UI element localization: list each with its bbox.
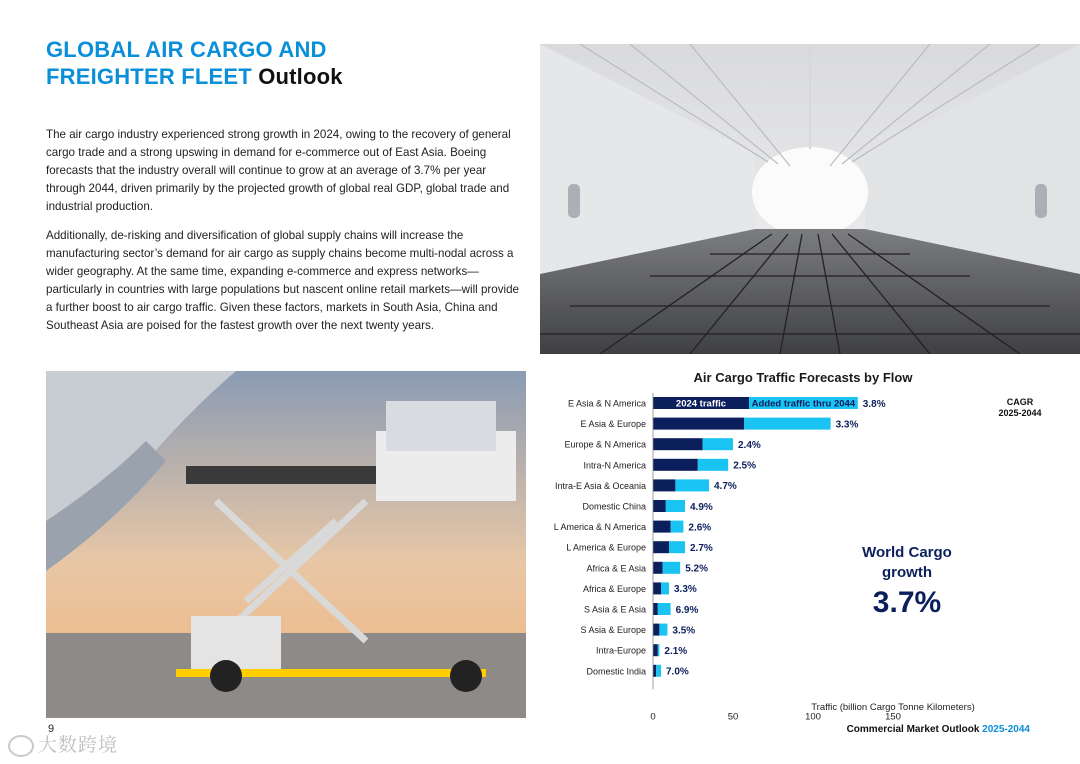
air-cargo-traffic-chart	[530, 362, 1080, 722]
watermark	[8, 730, 118, 757]
bar-2024-traffic	[653, 562, 663, 574]
cagr-label: 3.3%	[835, 419, 859, 431]
category-label: Europe & N America	[564, 439, 646, 450]
bar-added-traffic	[671, 521, 684, 533]
supply-chain-paragraph: Additionally, de-risking and diversification of global supply chains will increase the manufacturing sector’s demand for air cargo as supply chains become multi-nodal across a wider geography. At the same time, expanding e-commerce and express networks—particularly in countries with large populations but nascent online retail markets—will provide a further boost to air cargo traffic. Given these factors, markets in South Asia, China and Southeast Asia are poised for the fastest growth over the next twenty years.	[46, 229, 520, 332]
category-label: S Asia & E Asia	[583, 604, 646, 615]
world-cargo-label-2: growth	[882, 564, 932, 581]
category-label: Intra-Europe	[595, 645, 646, 656]
bar-2024-traffic	[653, 603, 658, 615]
x-tick-label: 50	[727, 711, 739, 722]
category-label: E Asia & N America	[567, 398, 646, 409]
category-label: S Asia & Europe	[580, 625, 646, 636]
title-line-2: FREIGHTER FLEET	[46, 64, 252, 89]
cagr-label: 5.2%	[685, 563, 708, 575]
category-label: Domestic India	[586, 666, 646, 677]
cargo-hold-photo	[540, 44, 1080, 354]
cagr-label: 7.0%	[666, 666, 689, 678]
title-suffix: Outlook	[258, 64, 343, 89]
world-cargo-growth-value: 3.7%	[872, 586, 942, 619]
category-label: Domestic China	[582, 501, 646, 512]
bar-added-traffic	[744, 418, 830, 430]
page-title	[46, 36, 343, 90]
bar-2024-traffic	[653, 644, 658, 656]
publication-years: 2025-2044	[982, 724, 1030, 735]
cagr-label: 4.7%	[714, 481, 737, 493]
bar-2024-traffic	[653, 459, 698, 471]
bar-added-traffic	[666, 500, 685, 512]
cargo-loader-photo	[46, 371, 526, 718]
category-label: E Asia & Europe	[580, 419, 646, 430]
cagr-header-years: 2025-2044	[998, 408, 1042, 418]
bar-2024-traffic	[653, 582, 661, 594]
watermark-text: 大数跨境	[38, 735, 119, 756]
legend-added-traffic: Added traffic thru 2044	[751, 398, 856, 410]
x-axis-label: Traffic (billion Cargo Tonne Kilometers)	[811, 702, 975, 713]
bar-added-traffic	[658, 603, 671, 615]
bar-added-traffic	[661, 582, 669, 594]
category-label: Africa & E Asia	[586, 563, 646, 574]
cagr-label: 6.9%	[675, 604, 699, 616]
category-label: Africa & Europe	[582, 583, 646, 594]
cagr-label: 4.9%	[690, 501, 713, 513]
bar-2024-traffic	[653, 541, 669, 553]
cagr-label: 2.7%	[690, 543, 713, 554]
bar-added-traffic	[669, 541, 685, 553]
chart-plot-area	[554, 393, 901, 722]
bar-added-traffic	[659, 624, 667, 636]
x-tick-label: 0	[650, 711, 656, 722]
cagr-label: 2.4%	[738, 440, 761, 451]
category-label: L America & Europe	[566, 542, 646, 553]
page-number: 9	[48, 723, 55, 735]
category-label: Intra-N America	[583, 460, 646, 471]
publication-name: Commercial Market Outlook	[846, 724, 980, 735]
chart-title: Air Cargo Traffic Forecasts by Flow	[693, 370, 913, 385]
watermark-logo-icon	[8, 735, 34, 757]
cagr-label: 3.8%	[862, 398, 886, 410]
legend-2024-traffic: 2024 traffic	[675, 398, 727, 410]
x-tick-label: 150	[885, 711, 901, 722]
bar-added-traffic	[703, 438, 733, 450]
bar-added-traffic	[698, 459, 728, 471]
world-cargo-label-1: World Cargo	[862, 544, 952, 561]
bar-added-traffic	[663, 562, 681, 574]
title-line-1: GLOBAL AIR CARGO AND	[46, 37, 327, 62]
cagr-header: CAGR	[1006, 397, 1034, 407]
bar-2024-traffic	[653, 521, 671, 533]
bar-added-traffic	[675, 479, 709, 491]
bar-2024-traffic	[653, 479, 675, 491]
chart-svg	[530, 362, 1080, 722]
category-label: L America & N America	[553, 522, 646, 533]
bar-2024-traffic	[653, 438, 703, 450]
category-label: Intra-E Asia & Oceania	[554, 480, 646, 491]
intro-paragraph: The air cargo industry experienced strong growth in 2024, owing to the recovery of general cargo trade and a strong upswing in demand for e-commerce out of East Asia. Boeing forecasts that the industry overall will continue to grow at an average of 3.7% per year through 2044, driven primarily by the projected growth of global real GDP, global trade and industrial production.	[46, 128, 511, 213]
cagr-label: 2.1%	[664, 646, 688, 657]
x-tick-label: 100	[805, 711, 821, 722]
bar-2024-traffic	[653, 624, 659, 636]
bar-added-traffic	[658, 644, 660, 656]
bar-2024-traffic	[653, 418, 744, 430]
cagr-label: 2.6%	[688, 522, 712, 534]
bar-2024-traffic	[653, 665, 656, 677]
cagr-label: 3.5%	[672, 625, 696, 637]
bar-added-traffic	[656, 665, 661, 677]
cagr-label: 2.5%	[733, 460, 756, 472]
footer-publication	[847, 724, 1030, 735]
bar-2024-traffic	[653, 500, 666, 512]
cagr-label: 3.3%	[674, 584, 697, 596]
